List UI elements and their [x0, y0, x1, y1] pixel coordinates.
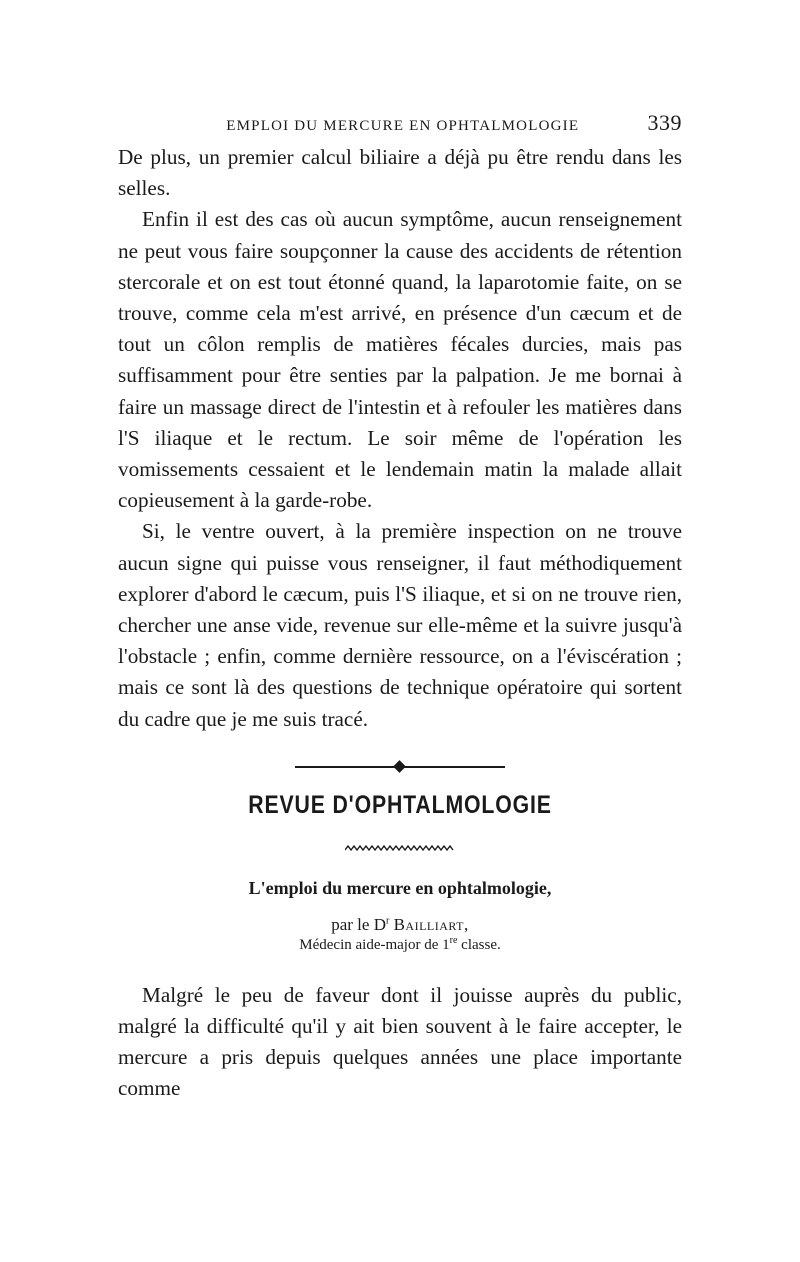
wavy-rule-icon [345, 844, 455, 852]
section-title: REVUE D'OPHTALMOLOGIE [248, 790, 552, 819]
paragraph: De plus, un premier calcul biliaire a déjà pu être rendu dans les selles. [118, 145, 682, 201]
paragraph: Malgré le peu de faveur dont il jouisse auprès du public, malgré la difficulté qu'il y ait bien souvent à le faire accepter, le mercure a pris depuis quelques années une place importante comme [118, 982, 682, 1101]
page-number: 339 [647, 110, 682, 135]
diamond-ornament-icon [393, 760, 406, 773]
byline-prefix: par le D [331, 914, 386, 934]
running-title: EMPLOI DU MERCURE EN OPHTALMOLOGIE [226, 118, 580, 134]
credentials-main: Médecin aide-major de 1 [299, 936, 450, 953]
byline-prefix-superscript: r [385, 915, 390, 927]
article-body [118, 980, 682, 1105]
byline [118, 915, 682, 935]
body-text [118, 142, 682, 735]
author-name: Bailliart, [393, 914, 469, 934]
credentials-end: classe. [457, 936, 501, 953]
credentials-superscript: re [449, 934, 458, 946]
article-title: L'emploi du mercure en ophtalmologie, [248, 877, 552, 898]
paragraph: Si, le ventre ouvert, à la première inspection on ne trouve aucun signe qui puisse vous renseigner, il faut méthodiquement explorer d'abord le cæcum, puis l'S iliaque, et si on ne trouve rien, chercher une anse vide, revenue sur elle-même et la suivre jusqu'à l'obstacle ; enfin, comme dernière ressource, on a l'éviscération ; mais ce sont là des questions de technique opératoire qui sortent du cadre que je me suis tracé. [118, 519, 682, 731]
book-page [118, 110, 682, 1105]
author-credentials [118, 934, 682, 954]
paragraph: Enfin il est des cas où aucun symptôme, aucun renseignement ne peut vous faire soupçonner la cause des accidents de rétention stercorale et on est tout étonné quand, la laparotomie faite, on se trouve, comme cela m'est arrivé, en présence d'un cæcum et de tout un côlon remplis de matières fécales durcies, mais pas suffisamment pour être senties par la palpation. Je me bornai à faire un massage direct de l'intestin et à refouler les matières dans l'S iliaque et le rectum. Le soir même de l'opération les vomissements cessaient et le lendemain matin la malade allait copieusement à la garde-robe. [118, 207, 682, 513]
ornamental-divider [295, 761, 505, 773]
page-header [118, 110, 682, 140]
